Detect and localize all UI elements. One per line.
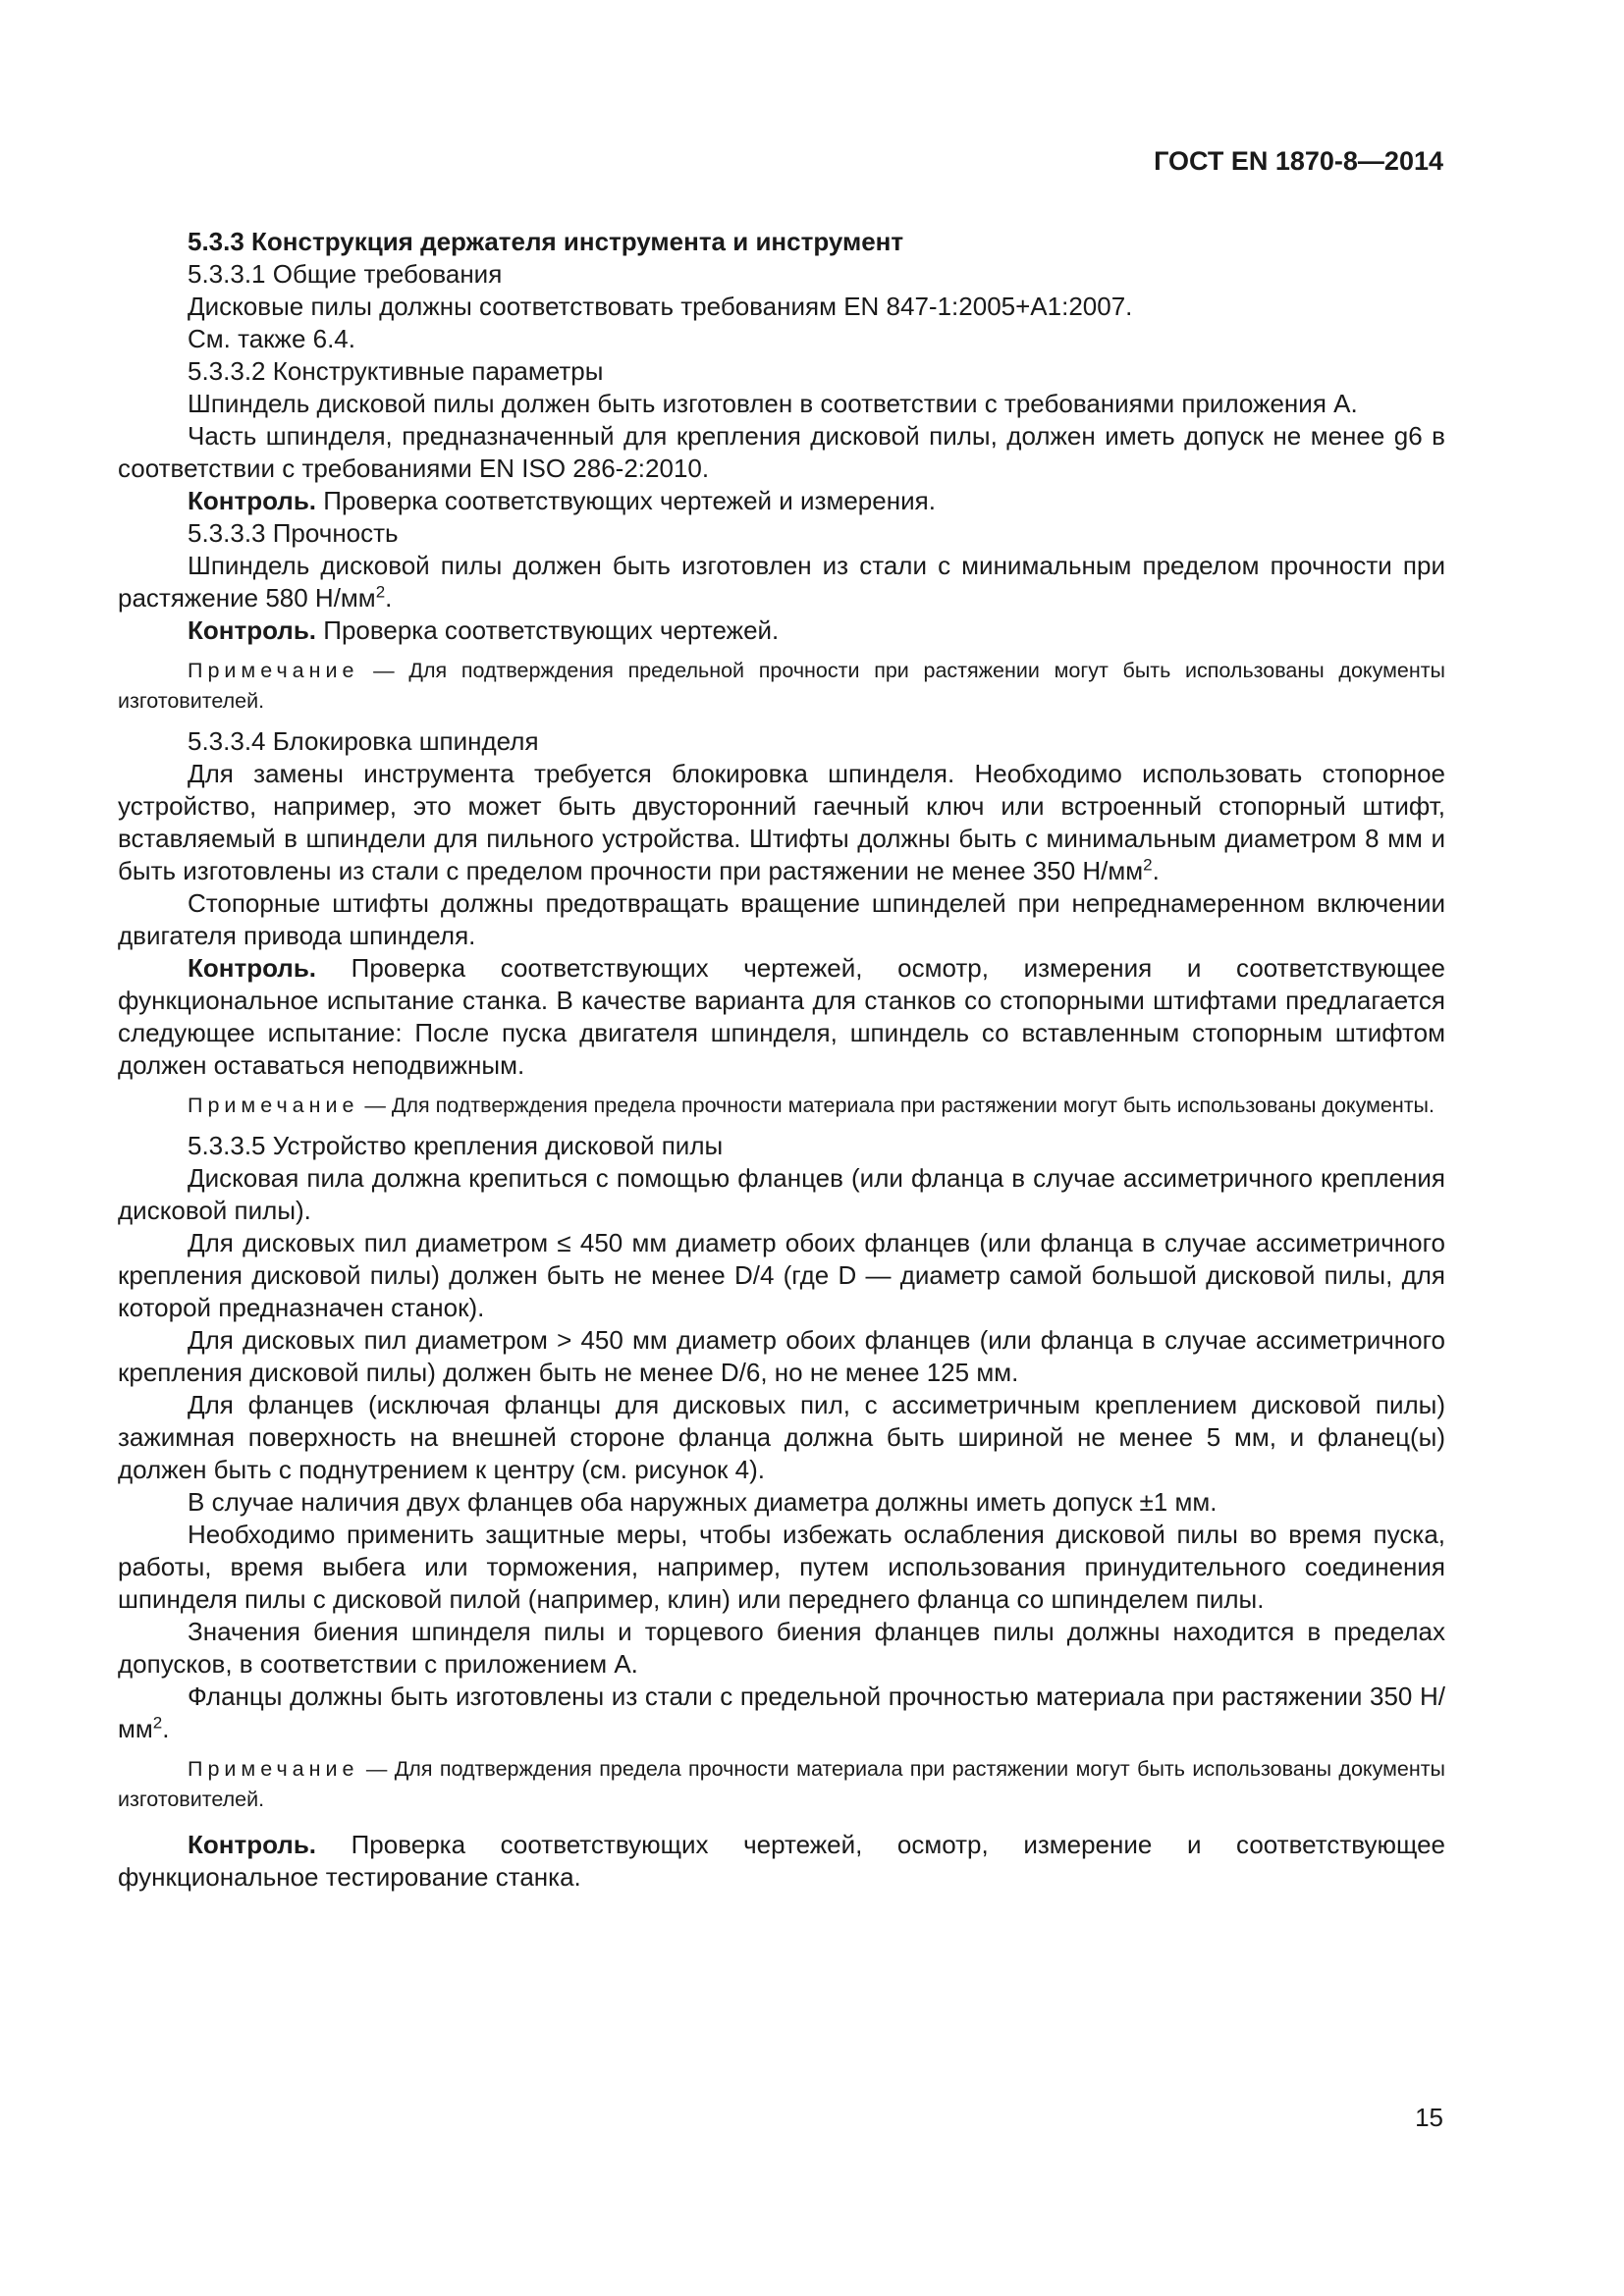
s5-paragraph-8 <box>118 1681 1445 1745</box>
s5-paragraph-8-text: Фланцы должны быть изготовлены из стали с предельной прочностью материала при растяжении 350 Н/мм <box>118 1682 1445 1743</box>
document-body <box>118 226 1445 1894</box>
note-2 <box>118 1091 1445 1121</box>
s3-heading: 5.3.3.3 Прочность <box>188 518 399 548</box>
s2-control-text: Проверка соответствующих чертежей и измерения. <box>316 486 936 515</box>
control-label: Контроль. <box>188 953 317 983</box>
s3-paragraph-text: Шпиндель дисковой пилы должен быть изготовлен из стали с минимальным пределом прочности при растяжение 580 Н/мм <box>118 551 1445 613</box>
s4-paragraph-text: Для замены инструмента требуется блокировка шпинделя. Необходимо использовать стопорное устройство, например, это может быть двусторонний гаечный ключ или встроенный стопорный штифт, вставляемый в шпиндели для пильного устройства. Штифты должны быть с минимальным диаметром 8 мм и быть изготовлены из стали с пределом прочности при растяжении не менее 350 Н/мм <box>118 759 1445 885</box>
s1-paragraph-2: См. также 6.4. <box>188 324 355 353</box>
s2-heading: 5.3.3.2 Конструктивные параметры <box>188 356 604 386</box>
superscript: 2 <box>152 1713 163 1733</box>
control-label: Контроль. <box>188 486 317 515</box>
s1-paragraph-1: Дисковые пилы должны соответствовать требованиям EN 847-1:2005+A1:2007. <box>188 292 1133 321</box>
s5-paragraph-4: Для фланцев (исключая фланцы для дисковых пил, с ассиметричным креплением дисковой пилы) зажимная поверхность на внешней стороне фланца должна быть шириной не менее 5 мм, и фланец(ы) должен быть с поднутрением к центру (см. рисунок 4). <box>118 1390 1445 1484</box>
s2-control <box>118 485 1445 517</box>
s4-control <box>118 952 1445 1082</box>
s5-control <box>118 1829 1445 1894</box>
note-3-text: — Для подтверждения предела прочности материала при растяжении могут быть использованы документы изготовителей. <box>118 1757 1445 1811</box>
period: . <box>385 583 393 613</box>
standard-header: ГОСТ EN 1870-8—2014 <box>1154 146 1443 176</box>
note-label: Примечание <box>188 1757 359 1781</box>
note-3 <box>118 1754 1445 1815</box>
s5-paragraph-2: Для дисковых пил диаметром ≤ 450 мм диаметр обоих фланцев (или фланца в случае ассиметричного крепления дисковой пилы) должен быть не менее D/4 (где D — диаметр самой большой дисковой пилы, для которой предназначен станок). <box>118 1228 1445 1322</box>
note-1-text: — Для подтверждения предельной прочности при растяжении могут быть использованы документы изготовителей. <box>118 659 1445 713</box>
superscript: 2 <box>375 582 386 602</box>
note-label: Примечание <box>188 659 359 682</box>
period: . <box>1152 856 1160 885</box>
s4-heading: 5.3.3.4 Блокировка шпинделя <box>188 726 539 756</box>
s5-paragraph-3: Для дисковых пил диаметром > 450 мм диаметр обоих фланцев (или фланца в случае ассиметричного крепления дисковой пилы) должен быть не менее D/6, но не менее 125 мм. <box>118 1325 1445 1387</box>
s5-control-text: Проверка соответствующих чертежей, осмотр, измерение и соответствующее функциональное тестирование станка. <box>118 1830 1445 1892</box>
s2-paragraph-1: Шпиндель дисковой пилы должен быть изготовлен в соответствии с требованиями приложения А. <box>188 389 1358 418</box>
section-title <box>118 226 1445 258</box>
page-number: 15 <box>1415 2103 1443 2132</box>
s5-paragraph-6: Необходимо применить защитные меры, чтобы избежать ослабления дисковой пилы во время пуска, работы, время выбега или торможения, например, путем использования принудительного соединения шпинделя пилы с дисковой пилой (например, клин) или переднего фланца со шпинделем пилы. <box>118 1520 1445 1614</box>
s4-paragraph-1 <box>118 758 1445 887</box>
section-title-text: 5.3.3 Конструкция держателя инструмента и инструмент <box>188 227 904 256</box>
s5-paragraph-5: В случае наличия двух фланцев оба наружных диаметра должны иметь допуск ±1 мм. <box>188 1487 1218 1517</box>
note-1 <box>118 656 1445 717</box>
control-label: Контроль. <box>188 615 317 645</box>
s4-paragraph-2: Стопорные штифты должны предотвращать вращение шпинделей при непреднамеренном включении двигателя привода шпинделя. <box>118 888 1445 950</box>
s5-heading: 5.3.3.5 Устройство крепления дисковой пилы <box>188 1131 724 1160</box>
superscript: 2 <box>1143 855 1153 875</box>
s1-heading: 5.3.3.1 Общие требования <box>188 259 503 289</box>
s3-control <box>118 614 1445 647</box>
note-2-text: — Для подтверждения предела прочности материала при растяжении могут быть использованы документы. <box>358 1094 1435 1117</box>
s4-control-text: Проверка соответствующих чертежей, осмотр, измерения и соответствующее функциональное испытание станка. В качестве варианта для станков со стопорными штифтами предлагается следующее испытание: После пуска двигателя шпинделя, шпиндель со вставленным стопорным штифтом должен оставаться неподвижным. <box>118 953 1445 1080</box>
s3-paragraph-1 <box>118 550 1445 614</box>
s5-paragraph-7: Значения биения шпинделя пилы и торцевого биения фланцев пилы должны находится в пределах допусков, в соответствии с приложением А. <box>118 1617 1445 1679</box>
s2-paragraph-2: Часть шпинделя, предназначенный для крепления дисковой пилы, должен иметь допуск не менее g6 в соответствии с требованиями EN ISO 286-2:2010. <box>118 421 1445 483</box>
period: . <box>162 1714 170 1743</box>
s5-paragraph-1: Дисковая пила должна крепиться с помощью фланцев (или фланца в случае ассиметричного крепления дисковой пилы). <box>118 1163 1445 1225</box>
s3-control-text: Проверка соответствующих чертежей. <box>316 615 780 645</box>
note-label: Примечание <box>188 1094 359 1117</box>
control-label: Контроль. <box>188 1830 317 1859</box>
